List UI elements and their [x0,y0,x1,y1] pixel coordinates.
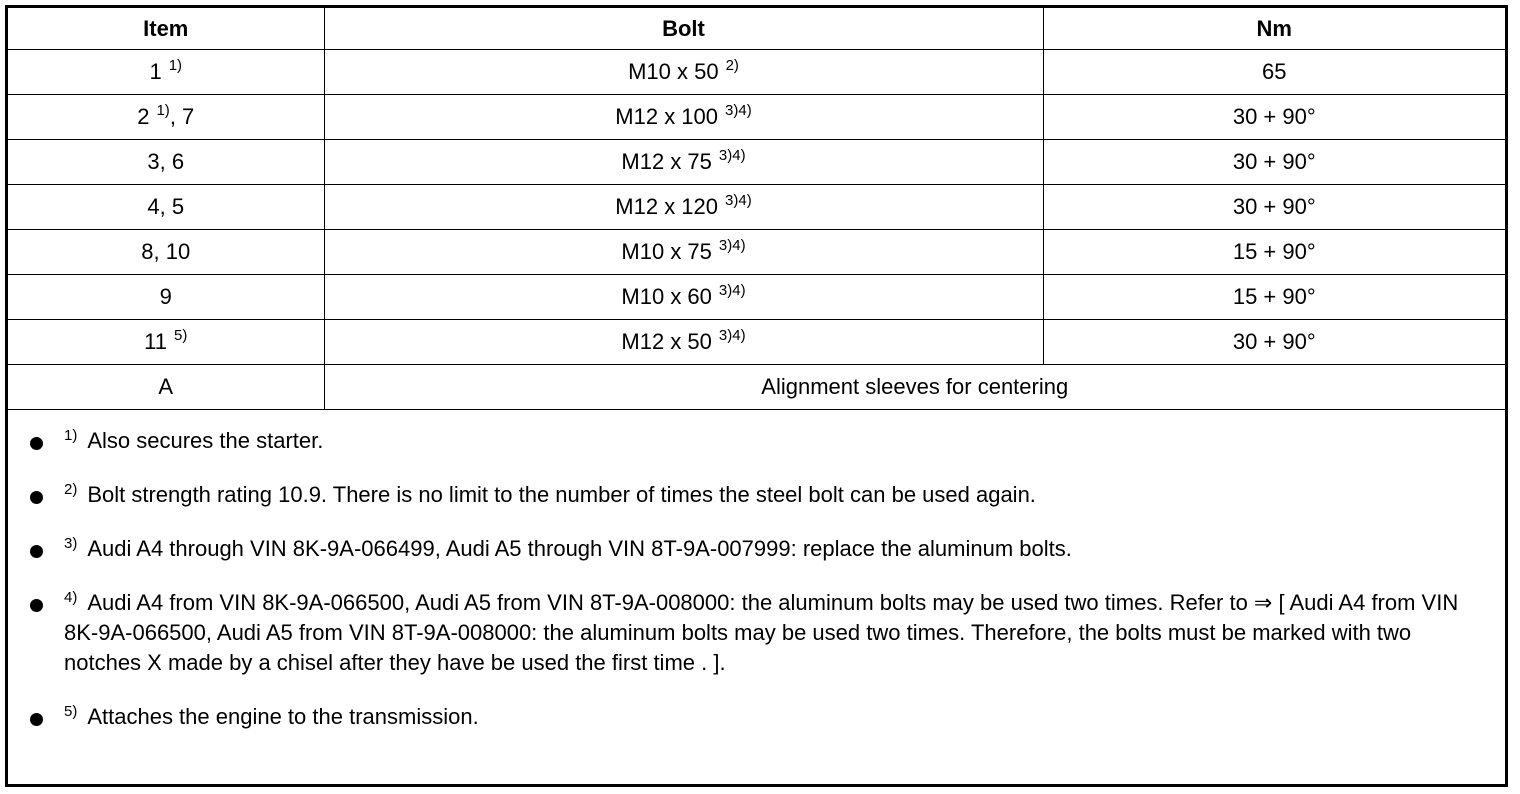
bolt-size: M10 x 75 [621,239,712,264]
header-item: Item [8,8,324,50]
item-label: 3, 6 [147,149,185,174]
torque-cell: 15 + 90° [1043,275,1505,320]
bolt-size: M12 x 100 [615,104,719,129]
torque-cell: 30 + 90° [1043,140,1505,185]
bolt-size: M12 x 50 [621,329,712,354]
bullet-icon [30,599,43,612]
bolt-cell [324,140,1043,185]
bolt-cell [324,50,1043,95]
table-row [8,50,1505,95]
item-cell [8,140,324,185]
torque-cell: 15 + 90° [1043,230,1505,275]
bullet-icon [30,491,43,504]
item-cell [8,95,324,140]
table-header-row [8,8,1505,50]
bolt-footnote-ref: 3)4) [718,147,746,164]
header-bolt: Bolt [324,8,1043,50]
alignment-sleeves-description: Alignment sleeves for centering [324,365,1505,410]
item-label: 1 [149,59,162,84]
bolt-torque-table [8,8,1505,410]
item-cell [8,185,324,230]
footnote-text: Bolt strength rating 10.9. There is no limit to the number of times the steel bolt can be used again. [87,482,1036,507]
item-cell: A [8,365,324,410]
bolt-footnote-ref: 3)4) [718,237,746,254]
footnote-item: 2) Bolt strength rating 10.9. There is no limit to the number of times the steel bolt can be used again. [8,480,1505,510]
footnote-item: 1) Also secures the starter. [8,426,1505,456]
item-footnote-ref: 1) [168,57,183,74]
bolt-cell [324,275,1043,320]
footnote-item: 4) Audi A4 from VIN 8K-9A-066500, Audi A5 from VIN 8T-9A-008000: the aluminum bolts may be used two times. Refer to ⇒ [ Audi A4 from VIN 8K-9A-066500, Audi A5 from VIN 8T-9A-008000: the aluminum bolts may be used two times. Therefore, the bolts must be marked with two notches X made by a chisel after they have be used the first time . ]. [8,588,1505,678]
footnotes-list [8,408,1505,732]
item-cell [8,50,324,95]
bullet-icon [30,437,43,450]
bolt-size: M12 x 120 [615,194,719,219]
torque-cell: 30 + 90° [1043,320,1505,365]
item-label: 11 [144,329,167,354]
item-footnote-ref: 1) [156,102,170,119]
torque-cell: 30 + 90° [1043,185,1505,230]
table-row [8,95,1505,140]
bolt-footnote-ref: 2) [725,57,739,74]
footnote-text: Also secures the starter. [87,428,324,453]
item-label-tail: , 7 [169,104,195,129]
torque-cell: 30 + 90° [1043,95,1505,140]
bolt-cell [324,95,1043,140]
table-body [8,50,1505,410]
footnote-text: Audi A4 from VIN 8K-9A-066500, Audi A5 from VIN 8T-9A-008000: the aluminum bolts may be used two times. Refer to ⇒ [ Audi A4 from VIN 8K-9A-066500, Audi A5 from VIN 8T-9A-008000: the aluminum bolts may be used two times. Therefore, the bolts must be marked with two notches X made by a chisel after they have be used the first time . ]. [64,590,1459,675]
bolt-footnote-ref: 3)4) [725,102,752,119]
bullet-icon [30,545,43,558]
item-label: 2 [137,104,150,129]
bolt-footnote-ref: 3)4) [725,192,752,209]
table-row [8,320,1505,365]
item-footnote-ref: 5) [174,327,188,344]
document-frame [5,5,1508,787]
bolt-size: M12 x 75 [621,149,712,174]
item-label: 9 [159,284,172,309]
bullet-icon [30,713,43,726]
header-nm: Nm [1043,8,1505,50]
table-row [8,230,1505,275]
bolt-footnote-ref: 3)4) [718,327,746,344]
item-cell [8,275,324,320]
table-row [8,140,1505,185]
bolt-size: M10 x 50 [628,59,719,84]
item-label: 4, 5 [147,194,185,219]
bolt-cell [324,320,1043,365]
footnote-text: Attaches the engine to the transmission. [87,704,479,729]
bolt-cell [324,185,1043,230]
item-cell [8,320,324,365]
footnote-item: 5) Attaches the engine to the transmission. [8,702,1505,732]
torque-cell: 65 [1043,50,1505,95]
table-row [8,275,1505,320]
table-row-alignment [8,365,1505,410]
bolt-footnote-ref: 3)4) [718,282,746,299]
bolt-cell [324,230,1043,275]
footnote-item: 3) Audi A4 through VIN 8K-9A-066499, Audi A5 through VIN 8T-9A-007999: replace the aluminum bolts. [8,534,1505,564]
footnote-text: Audi A4 through VIN 8K-9A-066499, Audi A5 through VIN 8T-9A-007999: replace the aluminum bolts. [87,536,1072,561]
table-row [8,185,1505,230]
item-cell [8,230,324,275]
item-label: 8, 10 [141,239,191,264]
bolt-size: M10 x 60 [621,284,712,309]
